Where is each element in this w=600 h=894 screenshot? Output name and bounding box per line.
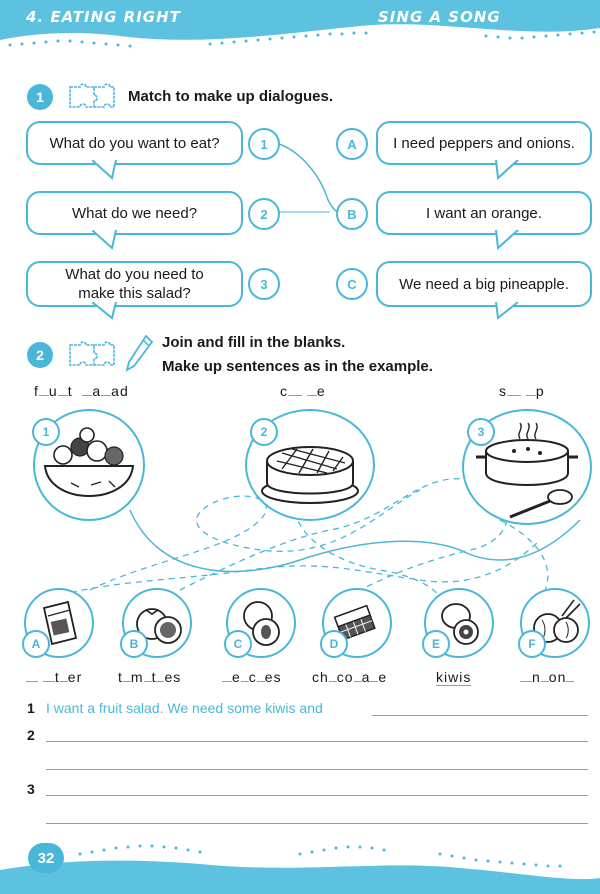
answer-line[interactable] [46,795,588,796]
dish-number: 1 [32,418,60,446]
example-sentence: I want a fruit salad. We need some kiwis and [46,700,323,716]
bubble-tail [494,230,520,250]
ingredient-word-example: kiwis [436,669,472,685]
exercise-2-badge: 2 [27,342,53,368]
question-bubble [26,121,243,165]
ingredient-letter: B [120,630,148,658]
dish-word-blank[interactable]: c e [280,383,326,399]
answer-bubble [376,191,592,235]
sentence-number: 1 [27,700,35,716]
answer-text: I need peppers and onions. [393,134,575,152]
ingredient-word-blank[interactable]: e c es [222,669,282,685]
page-number: 32 [28,843,64,873]
answer-bubble [376,121,592,165]
answer-letter[interactable]: B [336,198,368,230]
bubble-tail [92,160,118,180]
bubble-tail [494,302,520,320]
footer-band [0,830,600,894]
answer-text: We need a big pineapple. [399,275,569,293]
ingredient-letter: A [22,630,50,658]
answer-letter[interactable]: C [336,268,368,300]
ingredient-letter: F [518,630,546,658]
question-text: What do we need? [71,204,198,222]
answer-bubble [376,261,592,307]
question-bubble [26,261,243,307]
exercise-1-badge: 1 [27,84,53,110]
ingredient-letter: D [320,630,348,658]
dish-word-blank[interactable]: f u t a ad [34,383,129,399]
question-text: What do you need to make this salad? [65,266,204,302]
answer-line[interactable] [372,715,588,716]
unit-title: 4. EATING RIGHT [26,8,181,26]
exercise-1-title: Match to make up dialogues. [128,88,334,105]
answer-line[interactable] [46,741,588,742]
pencil-icon [124,334,154,372]
dish-word-blank[interactable]: s p [499,383,545,399]
bubble-tail [92,302,118,320]
section-title: SING A SONG [378,8,501,26]
ingredient-letter: E [422,630,450,658]
ingredient-word-blank[interactable]: t m t es [118,669,182,685]
dish-number: 3 [467,418,495,446]
ingredient-word-blank[interactable]: t er [26,669,82,685]
question-number[interactable]: 2 [248,198,280,230]
answer-line[interactable] [46,823,588,824]
puzzle-icon [68,341,116,367]
question-number[interactable]: 1 [248,128,280,160]
ingredient-word-blank[interactable] [436,669,471,686]
bubble-tail [494,160,520,180]
answer-text: I want an orange. [426,204,542,222]
question-bubble [26,191,243,235]
bubble-tail [92,230,118,250]
answer-letter[interactable]: A [336,128,368,160]
answer-line[interactable] [46,769,588,770]
exercise-2-title-1: Join and fill in the blanks. [162,334,346,351]
dish-number: 2 [250,418,278,446]
ingredient-word-blank[interactable]: n on [520,669,574,685]
ingredient-letter: C [224,630,252,658]
sentence-number: 3 [27,781,35,797]
ingredient-word-blank[interactable]: ch co a e [312,669,388,685]
sentence-number: 2 [27,727,35,743]
question-number[interactable]: 3 [248,268,280,300]
exercise-2-title-2: Make up sentences as in the example. [162,358,433,375]
question-text: What do you want to eat? [49,134,220,152]
